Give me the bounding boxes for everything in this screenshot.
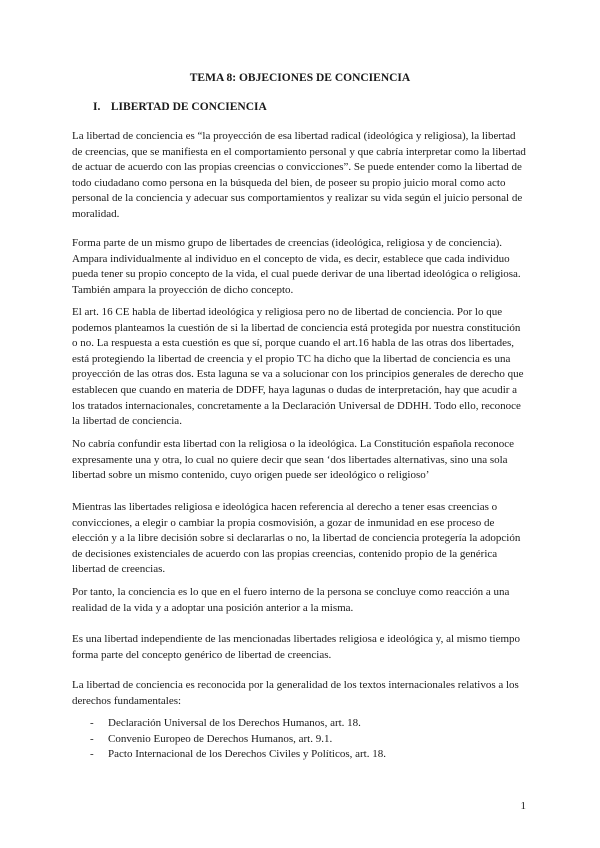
document-title: TEMA 8: OBJECIONES DE CONCIENCIA: [189, 72, 411, 84]
list-item: - Pacto Internacional de los Derechos Civiles y Políticos, art. 18.: [90, 747, 386, 763]
section-number: I.: [93, 101, 101, 113]
page-number: 1: [520, 800, 526, 812]
list-marker: -: [90, 732, 94, 745]
treaty-list: [90, 716, 386, 763]
paragraph-8: La libertad de conciencia es reconocida por la generalidad de los textos internacionales relativos a los derechos fundamentales:: [72, 679, 519, 707]
paragraph-2: Forma parte de un mismo grupo de libertades de creencias (ideológica, religiosa y de conciencia). Ampara individualmente al individuo en el concepto de vida, es decir, establece que cada individuo pueda tener su propio concepto de la vida, el cual puede derivar de una libertad ideológica o religiosa. También ampara la proyección de dicho concepto.: [72, 237, 521, 296]
list-marker: -: [90, 748, 94, 761]
paragraph-6: Por tanto, la conciencia es lo que en el fuero interno de la persona se concluye como reacción a una realidad de la vida y a adoptar una posición anterior a la misma.: [72, 586, 510, 614]
paragraph-5: Mientras las libertades religiosa e ideológica hacen referencia al derecho a tener esas creencias o convicciones, a elegir o cambiar la propia cosmovisión, a gozar de inmunidad en ese proceso de elección y a la libre decisión sobre si declararlas o no, la libertad de conciencia protegería la adopción de decisiones existenciales de acuerdo con las propias creencias, contenido propio de la genérica libertad de creencias.: [72, 501, 521, 576]
list-marker: -: [90, 717, 94, 729]
paragraph-4: No cabría confundir esta libertad con la religiosa o la ideológica. La Constitución española reconoce expresamente una y otra, lo cual no quiere decir que sean ‘dos libertades alternativas, sino una sola libertad sobre un mismo contenido, cuyo origen puede ser ideológico o religioso’: [72, 438, 514, 482]
paragraph-3: El art. 16 CE habla de libertad ideológica y religiosa pero no de libertad de conciencia. Por lo que podemos planteamos la cuestión de si la libertad de conciencia está protegida por nuestra constitución o no. La respuesta a esta cuestión es que sí, porque cuando el art.16 habla de las otras dos libertades, está protegiendo la libertad de creencia y el propio TC ha dicho que la libertad de conciencia es una proyección de las otras dos. Esta laguna se va a solucionar con los principios generales de derecho que establecen que cuando en materia de DDFF, haya lagunas o dudas de interpretación, hay que acudir a los tratados internacionales, concretamente a la Declaración Universal de DDHH. Todo ello, reconoce la libertad de conciencia.: [72, 306, 524, 428]
list-item: - Convenio Europeo de Derechos Humanos, art. 9.1.: [90, 732, 386, 748]
section-heading-text: LIBERTAD DE CONCIENCIA: [110, 101, 267, 113]
section-heading: [93, 101, 267, 113]
paragraph-1: La libertad de conciencia es “la proyección de esa libertad radical (ideológica y religiosa), la libertad de creencias, que se manifiesta en el comportamiento personal y que cabría interpretar como la libertad de actuar de acuerdo con las propias creencias o convicciones”. Se puede entender como la libertad de todo ciudadano como persona en la búsqueda del bien, de poseer su propio juicio moral como acto personal de la conciencia y adecuar sus comportamientos y realizar su vida según el juicio personal de moralidad.: [72, 130, 526, 220]
paragraph-7: Es una libertad independiente de las mencionadas libertades religiosa e ideológica y, al mismo tiempo forma parte del concepto genérico de libertad de creencias.: [72, 633, 521, 661]
list-item: - Declaración Universal de los Derechos Humanos, art. 18.: [90, 716, 386, 732]
